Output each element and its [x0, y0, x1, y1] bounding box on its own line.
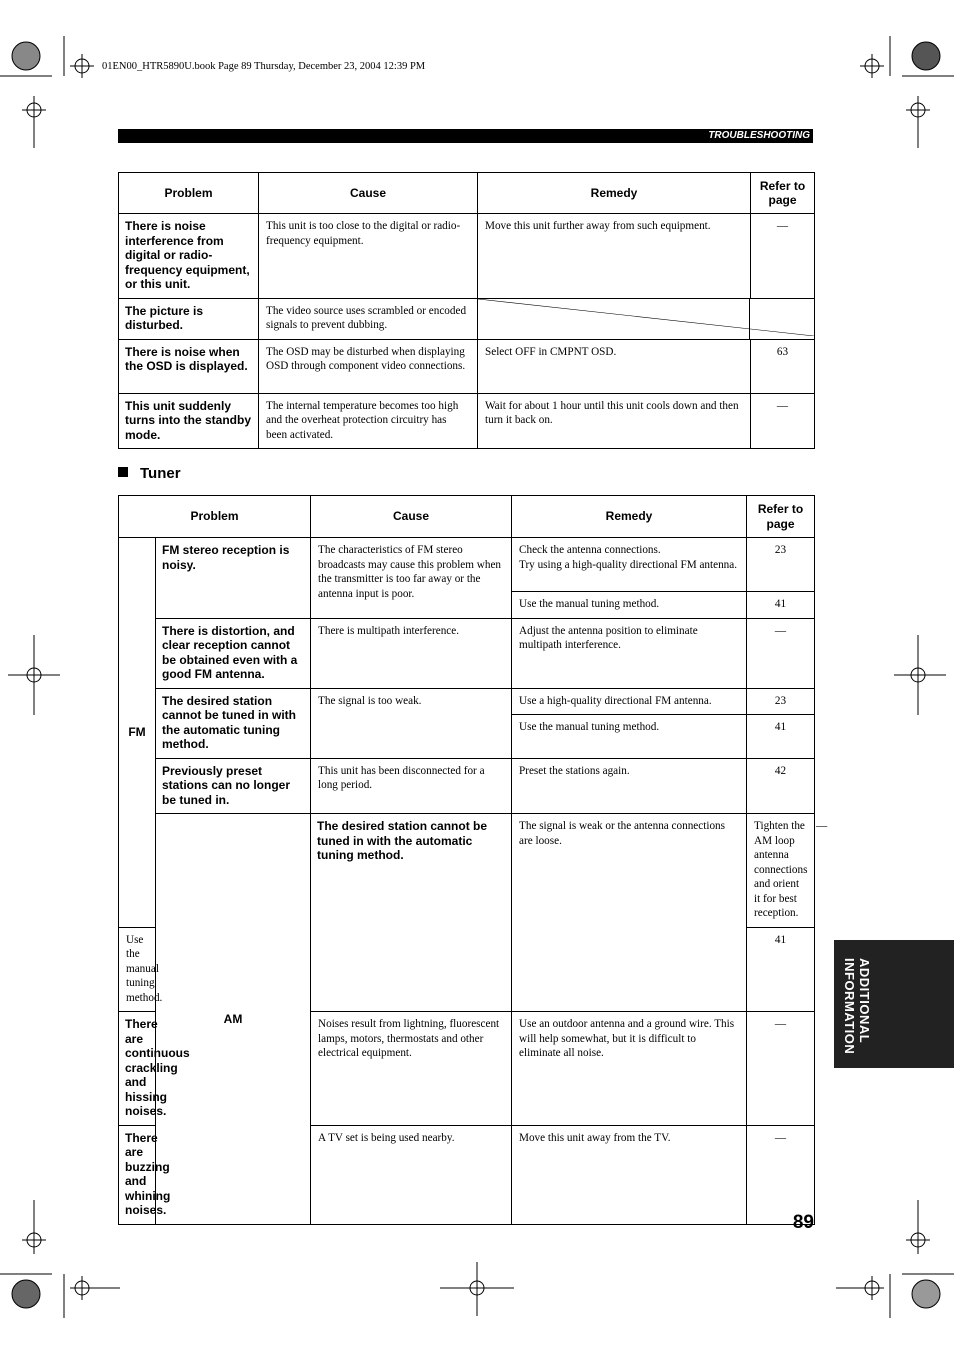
problem-cell: There is distortion, and clear reception cannot be obtained even with a good FM antenna. [156, 618, 311, 688]
cause-cell: The characteristics of FM stereo broadcasts may cause this problem when the transmitter is too far away or the antenna input is poor. [311, 538, 512, 619]
page-cell: 41 [747, 592, 815, 619]
cause-cell: The internal temperature becomes too high and the overheat protection circuitry has been activated. [259, 393, 478, 449]
cause-cell: Noises result from lightning, fluorescent lamps, motors, thermostats and other electrical equipment. [311, 1012, 512, 1126]
cause-cell: The signal is too weak. [311, 688, 512, 758]
cause-cell: A TV set is being used nearby. [311, 1125, 512, 1224]
page-number: 89 [792, 1212, 814, 1233]
problem-cell: There is noise when the OSD is displayed. [119, 339, 259, 393]
page-cell: — [747, 1012, 815, 1126]
page-cell: — [751, 393, 815, 449]
troubleshooting-table-general [118, 172, 815, 449]
remedy-cell: Use an outdoor antenna and a ground wire. This will help somewhat, but it is difficult to eliminate all noise. [512, 1012, 747, 1126]
square-bullet-icon [118, 467, 128, 477]
problem-cell: FM stereo reception is noisy. [156, 538, 311, 619]
column-divider [749, 299, 750, 339]
cause-cell: The video source uses scrambled or encoded signals to prevent dubbing. [259, 298, 478, 339]
remedy-cell: Use the manual tuning method. [512, 592, 747, 619]
page-cell: 41 [747, 715, 815, 758]
header-problem: Problem [119, 496, 311, 538]
tuner-title: Tuner [140, 465, 181, 482]
page-cell: 63 [751, 339, 815, 393]
remedy-cell: Check the antenna connections. Try using a high-quality directional FM antenna. [512, 538, 747, 592]
side-tab-label: ADDITIONAL INFORMATION [842, 958, 872, 1055]
cause-cell: This unit is too close to the digital or radio-frequency equipment. [259, 214, 478, 299]
problem-cell: The desired station cannot be tuned in with the automatic tuning method. [311, 814, 512, 1012]
cause-cell: There is multipath interference. [311, 618, 512, 688]
troubleshooting-table-tuner: Problem Cause Remedy Refer to page FM FM stereo reception is noisy. The characteristics of FM stereo broadcasts may cause this problem when the transmitter is too far away or the antenna input is poor. Check the antenna connections. Try using a high-quality directional FM antenna. 23 Use the manual tuning method. 41 There is distortion, and clear reception cannot be obtained even with a good FM antenna. There is multipath interference. Adjust the antenna position to eliminate multipath interference. — The desired station cannot be tuned in with the automatic tuning method. The signal is too weak. Use a high-quality directional FM antenna. 23 Use the manual tuning method. 41 Previously preset stations can no longer be tuned in. This unit has been disconnected for a long period. Preset the stations again. 42 AM The desired station cannot be tuned in with the automatic tuning method. The signal is weak or the antenna connections are loose. Tighten the AM loop antenna connections and orient it for best reception. — Use the manual tuning method. 41 There are continuous crackling and hissing noises. Noises result from lightning, fluorescent lamps, motors, thermostats and other electrical equipment. Use an outdoor antenna and a ground wire. This will help somewhat, but it is difficult to eliminate all noise. — There are buzzing and whining noises. A TV set is being used nearby. Move this unit away from the TV. — [118, 495, 815, 1225]
diagonal-strike-line [478, 299, 814, 336]
remedy-cell: Move this unit further away from such equipment. [478, 214, 751, 299]
table-row [119, 339, 815, 393]
problem-cell: There is noise interference from digital or radio-frequency equipment, or this unit. [119, 214, 259, 299]
remedy-cell: Use the manual tuning method. [512, 715, 747, 758]
header-refer: Refer to page [751, 173, 815, 214]
header-cause: Cause [259, 173, 478, 214]
page-cell: 41 [747, 927, 815, 1012]
side-tab-additional-information [834, 940, 954, 1068]
section-heading-tuner [118, 465, 181, 482]
table-row [119, 214, 815, 299]
remedy-cell: Adjust the antenna position to eliminate multipath interference. [512, 618, 747, 688]
remedy-cell: Select OFF in CMPNT OSD. [478, 339, 751, 393]
header-cause: Cause [311, 496, 512, 538]
cause-cell: The OSD may be disturbed when displaying OSD through component video connections. [259, 339, 478, 393]
problem-cell: The desired station cannot be tuned in with the automatic tuning method. [156, 688, 311, 758]
problem-cell: There are continuous crackling and hissing noises. [119, 1012, 156, 1126]
header-remedy: Remedy [478, 173, 751, 214]
problem-cell: This unit suddenly turns into the standby mode. [119, 393, 259, 449]
remedy-cell: Use the manual tuning method. [119, 927, 156, 1012]
table-row [119, 393, 815, 449]
table-row [119, 298, 815, 339]
page-cell: — [747, 618, 815, 688]
remedy-cell: Wait for about 1 hour until this unit cools down and then turn it back on. [478, 393, 751, 449]
band-label-fm: FM [119, 538, 156, 928]
section-header-bar [118, 129, 813, 143]
header-refer: Refer to page [747, 496, 815, 538]
header-remedy: Remedy [512, 496, 747, 538]
cause-cell: This unit has been disconnected for a long period. [311, 758, 512, 814]
problem-cell: Previously preset stations can no longer be tuned in. [156, 758, 311, 814]
page-cell: 23 [747, 688, 815, 715]
problem-cell: There are buzzing and whining noises. [119, 1125, 156, 1224]
page-cell: 42 [747, 758, 815, 814]
page-cell: 23 [747, 538, 815, 592]
remedy-cell: Preset the stations again. [512, 758, 747, 814]
section-header-title: TROUBLESHOOTING [708, 130, 810, 141]
remedy-cell: Use a high-quality directional FM antenna. [512, 688, 747, 715]
page-cell: — [751, 214, 815, 299]
book-meta-line: 01EN00_HTR5890U.book Page 89 Thursday, December 23, 2004 12:39 PM [102, 61, 426, 72]
page-cell: — [747, 1125, 815, 1224]
problem-cell: The picture is disturbed. [119, 298, 259, 339]
remedy-not-applicable-cell [478, 298, 815, 339]
band-label-am: AM [156, 814, 311, 1225]
remedy-cell: Tighten the AM loop antenna connections and orient it for best reception. [747, 814, 815, 928]
cause-cell: The signal is weak or the antenna connections are loose. [512, 814, 747, 1012]
remedy-cell: Move this unit away from the TV. [512, 1125, 747, 1224]
header-problem: Problem [119, 173, 259, 214]
